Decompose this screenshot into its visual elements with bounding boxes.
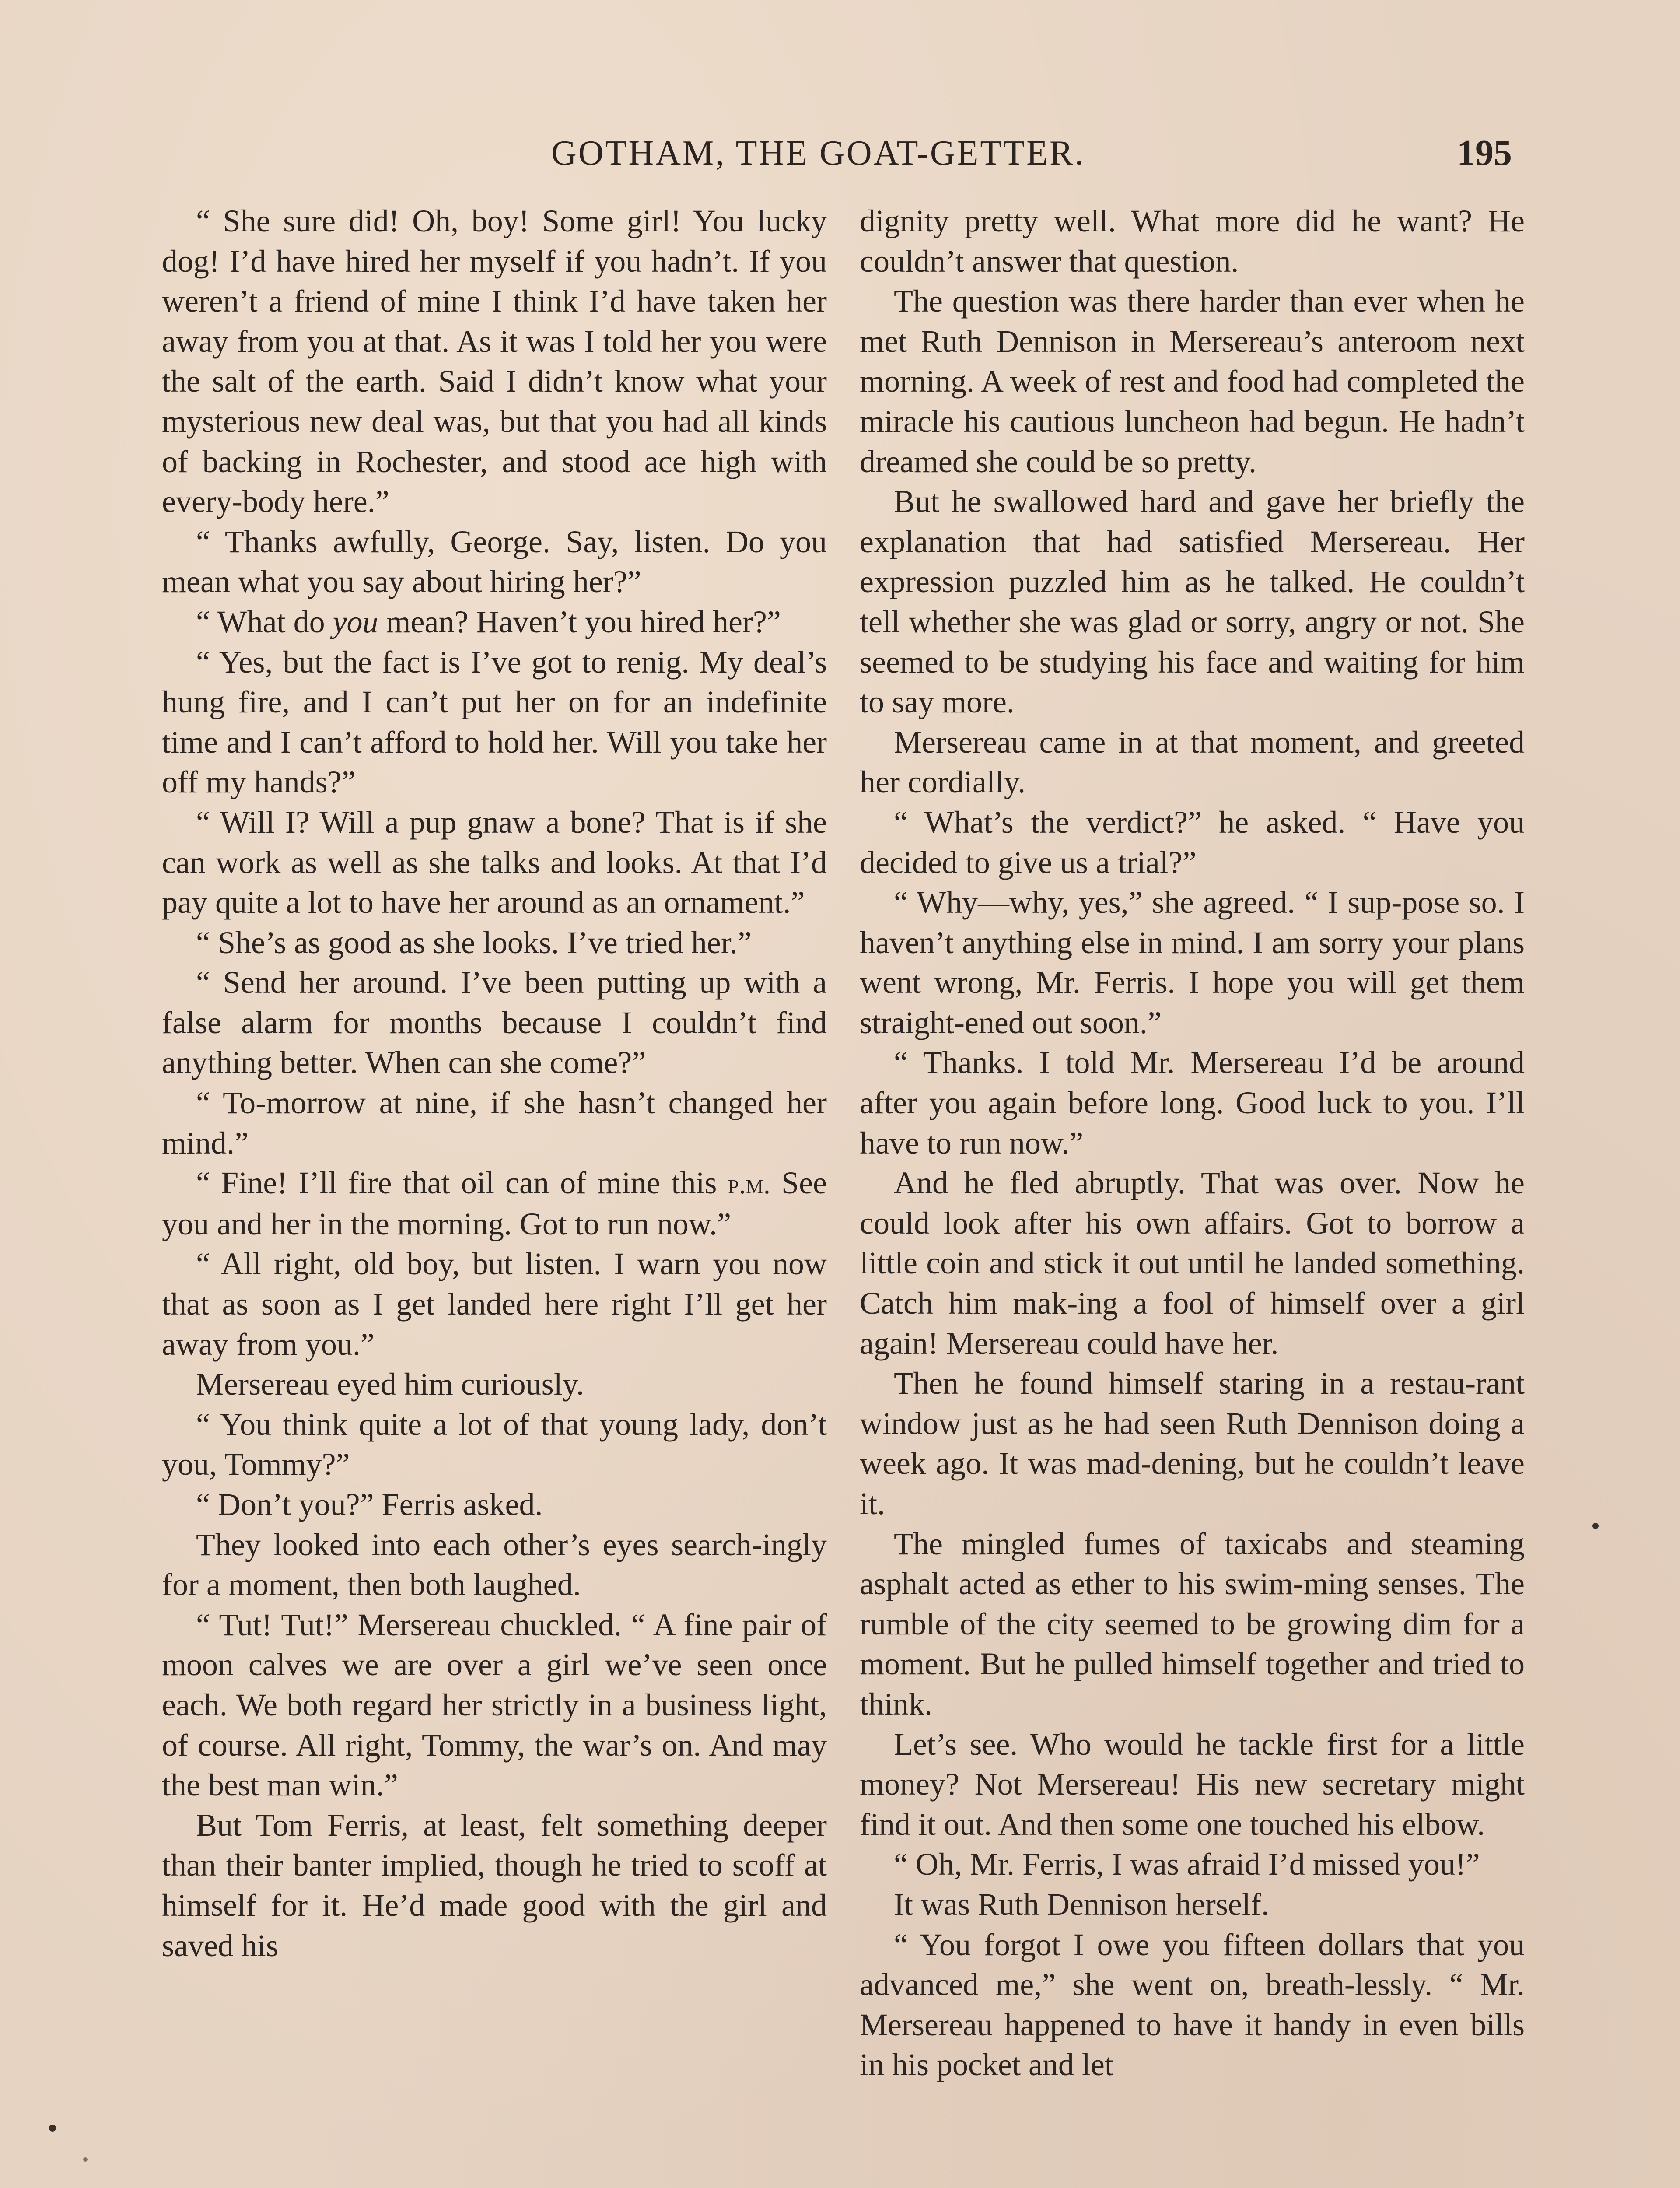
text-run: See you and her in the morning. Got to run now.” [162, 1165, 827, 1241]
text-run: Let’s see. Who would he tackle first for a little money? Not Mersereau! His new secretary might find it out. And then some one touched his elbow. [860, 1726, 1525, 1842]
text-run: “ Thanks. I told Mr. Mersereau I’d be around after you again before long. Good luck to you. I’ll have to run now.” [860, 1045, 1525, 1161]
page-number: 195 [1457, 133, 1512, 173]
paragraph [860, 1163, 1525, 1364]
paragraph [162, 642, 827, 803]
text-run: “ She’s as good as she looks. I’ve tried her.” [196, 925, 752, 960]
paragraph [860, 1725, 1525, 1845]
paragraph [860, 281, 1525, 482]
running-title: GOTHAM, THE GOAT-GETTER. [551, 134, 1085, 172]
text-run: “ Why—why, yes,” she agreed. “ I sup-pose so. I haven’t anything else in mind. I am sorry your plans went wrong, Mr. Ferris. I hope you will get them straight-ened out soon.” [860, 885, 1525, 1040]
ink-speck [1592, 1523, 1599, 1529]
paragraph [162, 1083, 827, 1163]
paragraph [162, 963, 827, 1083]
text-run: mean? Haven’t you hired her?” [378, 604, 781, 639]
paragraph [162, 1405, 827, 1485]
italic-text: you [332, 604, 378, 639]
paragraph [162, 522, 827, 602]
paragraph [860, 1844, 1525, 1885]
text-run: “ What do [196, 604, 333, 639]
small-caps-text: p.m. [728, 1168, 770, 1200]
text-run: “ All right, old boy, but listen. I warn you now that as soon as I get landed here right I’ll get her away from you.” [162, 1246, 827, 1362]
paragraph [162, 1605, 827, 1806]
text-run: “ She sure did! Oh, boy! Some girl! You lucky dog! I’d have hired her myself if you hadn’t. If you weren’t a friend of mine I think I’d have taken her away from you at that. As it was I told her you were the salt of the earth. Said I didn’t know what your mysterious new deal was, but that you had all kinds of backing in Rochester, and stood ace high with every-body here.” [162, 203, 827, 519]
paragraph [860, 1885, 1525, 1925]
text-run: The mingled fumes of taxicabs and steaming asphalt acted as ether to his swim-ming senses. The rumble of the city seemed to be growing dim for a moment. But he pulled himself together and tried to think. [860, 1526, 1525, 1722]
ink-speck [83, 2157, 88, 2162]
text-run: dignity pretty well. What more did he want? He couldn’t answer that question. [860, 203, 1525, 279]
text-run: Then he found himself staring in a restau-rant window just as he had seen Ruth Dennison doing a week ago. It was mad-dening, but he couldn’t leave it. [860, 1366, 1525, 1521]
text-run: “ Tut! Tut!” Mersereau chuckled. “ A fine pair of moon calves we are over a girl we’ve seen once each. We both regard her strictly in a business light, of course. All right, Tommy, the war’s on. And may the best man win.” [162, 1607, 827, 1803]
text-run: “ Will I? Will a pup gnaw a bone? That is if she can work as well as she talks and looks. At that I’d pay quite a lot to have her around as an ornament.” [162, 804, 827, 920]
text-run: The question was there harder than ever when he met Ruth Dennison in Mersereau’s anteroom next morning. A week of rest and food had completed the miracle his cautious luncheon had begun. He hadn’t dreamed she could be so pretty. [860, 284, 1525, 479]
paragraph [162, 201, 827, 522]
text-run: “ Yes, but the fact is I’ve got to renig. My deal’s hung fire, and I can’t put her on for an indefinite time and I can’t afford to hold her. Will you take her off my hands?” [162, 644, 827, 800]
text-run: “ Fine! I’ll fire that oil can of mine this [196, 1165, 728, 1201]
text-column-left [162, 201, 827, 2188]
text-run: “ To-morrow at nine, if she hasn’t changed her mind.” [162, 1085, 827, 1161]
paragraph [860, 201, 1525, 281]
paragraph [162, 1364, 827, 1405]
paragraph [860, 803, 1525, 883]
paragraph [162, 923, 827, 963]
ink-speck [49, 2125, 56, 2132]
paragraph [162, 803, 827, 923]
text-run: It was Ruth Dennison herself. [894, 1886, 1269, 1922]
text-run: “ You think quite a lot of that young lady, don’t you, Tommy?” [162, 1406, 827, 1482]
running-head [0, 127, 1680, 179]
paragraph [162, 1163, 827, 1244]
paragraph [162, 1244, 827, 1364]
paragraph [162, 1806, 827, 1966]
text-run: But he swallowed hard and gave her briefly the explanation that had satisfied Mersereau. Her expression puzzled him as he talked. He couldn’t tell whether she was glad or sorry, angry or not. She seemed to be studying his face and waiting for him to say more. [860, 484, 1525, 720]
text-run: But Tom Ferris, at least, felt something deeper than their banter implied, though he tried to scoff at himself for it. He’d made good with the girl and saved his [162, 1807, 827, 1963]
paragraph [860, 722, 1525, 803]
text-run: Mersereau eyed him curiously. [196, 1367, 584, 1402]
text-column-right [860, 201, 1525, 2188]
text-run: “ Don’t you?” Ferris asked. [196, 1487, 543, 1522]
text-run: “ What’s the verdict?” he asked. “ Have you decided to give us a trial?” [860, 804, 1525, 880]
text-run: “ Oh, Mr. Ferris, I was afraid I’d missed you!” [894, 1847, 1480, 1882]
paragraph [162, 602, 827, 642]
text-run: “ You forgot I owe you fifteen dollars that you advanced me,” she went on, breath-lessly. “ Mr. Mersereau happened to have it handy in even bills in his pocket and let [860, 1927, 1525, 2083]
paragraph [860, 482, 1525, 722]
text-run: “ Thanks awfully, George. Say, listen. Do you mean what you say about hiring her?” [162, 524, 827, 600]
paragraph [860, 883, 1525, 1043]
paragraph [860, 1364, 1525, 1524]
text-run: They looked into each other’s eyes search-ingly for a moment, then both laughed. [162, 1527, 827, 1602]
text-run: “ Send her around. I’ve been putting up with a false alarm for months because I couldn’t find anything better. When can she come?” [162, 965, 827, 1080]
paragraph [860, 1524, 1525, 1725]
text-run: And he fled abruptly. That was over. Now he could look after his own affairs. Got to borrow a little coin and stick it out until he landed something. Catch him mak-ing a fool of himself over a girl again! Mersereau could have her. [860, 1165, 1525, 1361]
paragraph [162, 1485, 827, 1525]
text-run: Mersereau came in at that moment, and greeted her cordially. [860, 724, 1525, 800]
paragraph [162, 1525, 827, 1605]
paragraph [860, 1043, 1525, 1163]
paragraph [860, 1925, 1525, 2085]
